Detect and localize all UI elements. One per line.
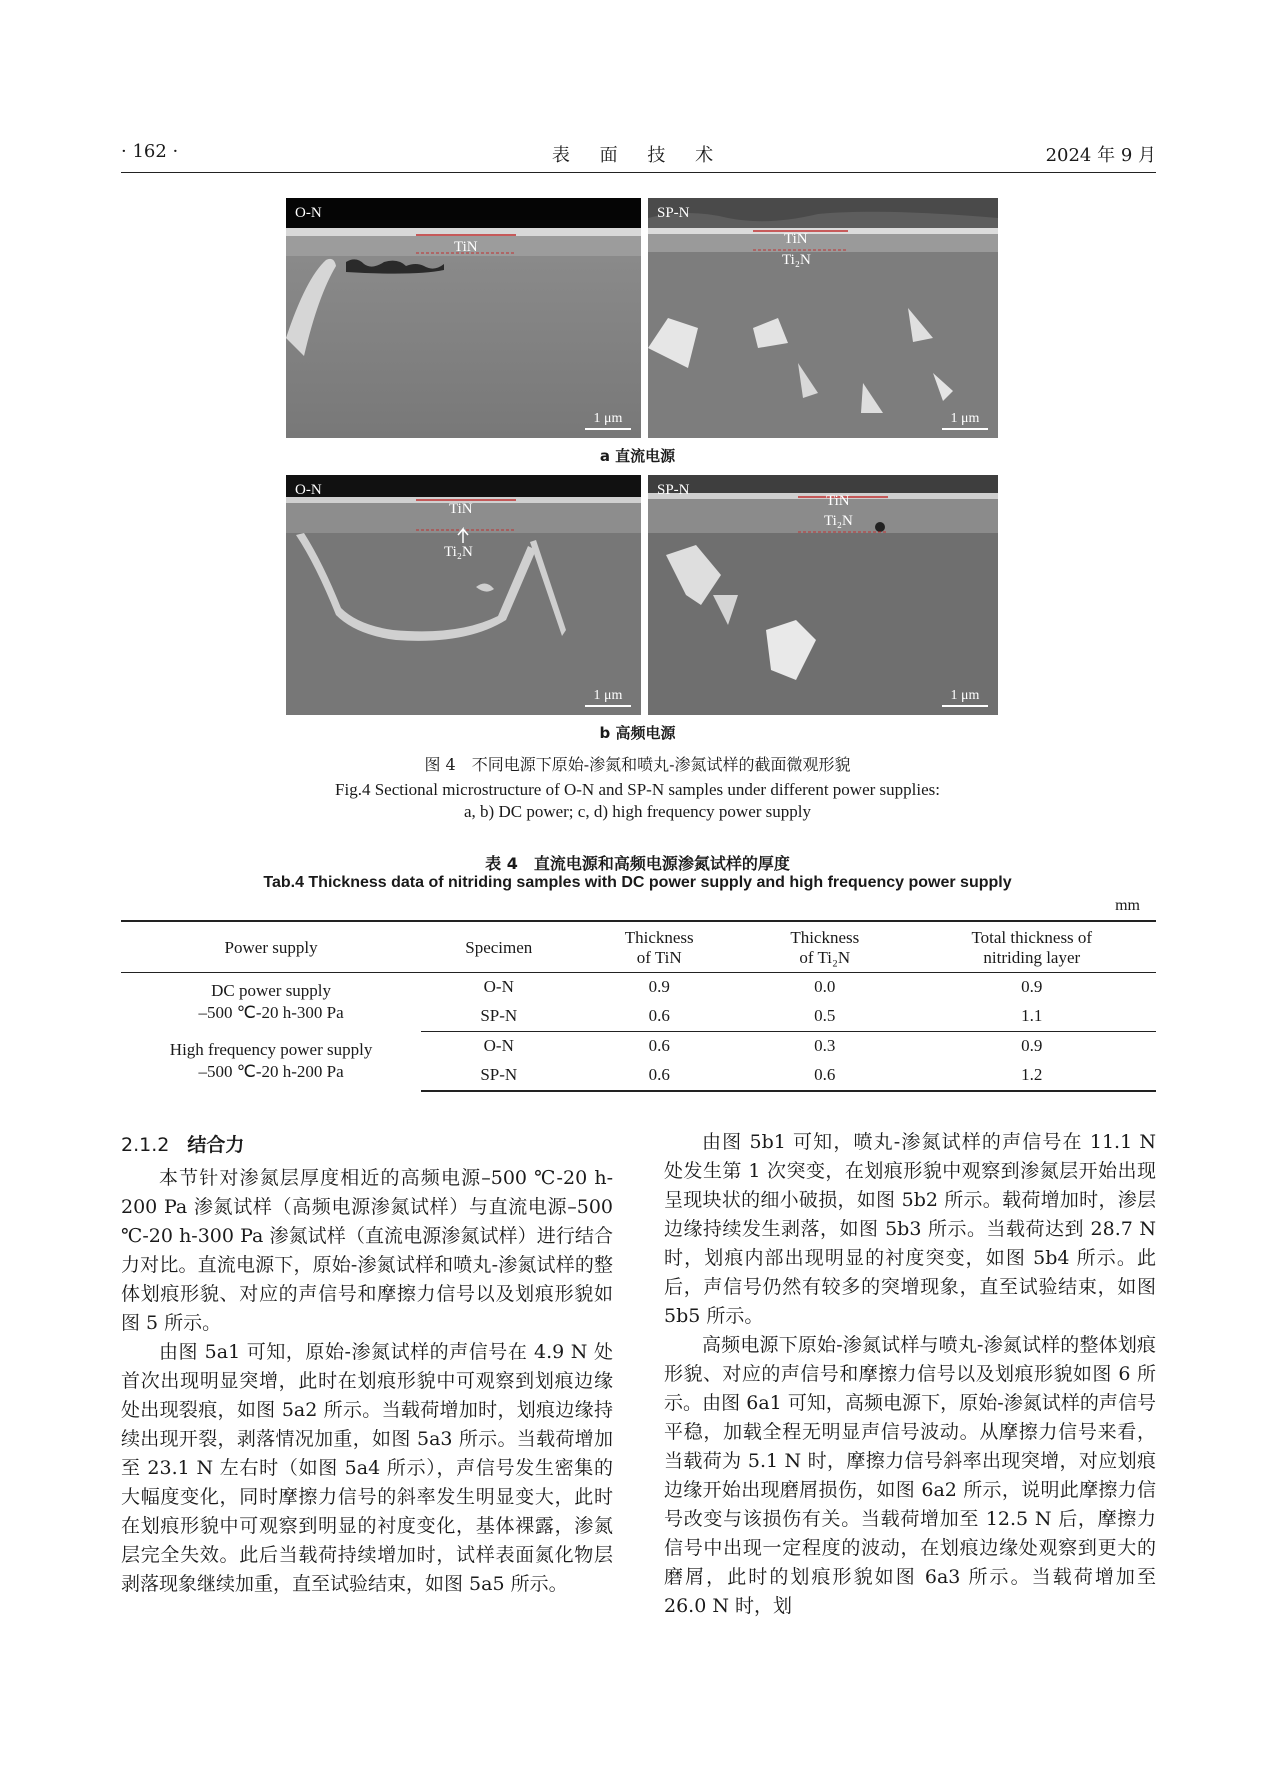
tin-cell: 0.9 <box>648 977 670 996</box>
specimen-tag: O-N <box>295 482 322 498</box>
micrograph-hf-spn-image <box>648 475 998 715</box>
ti2n-cell: 0.3 <box>814 1036 836 1055</box>
specimen-tag: O-N <box>295 205 322 221</box>
table-group-dc <box>121 973 1156 1032</box>
figure-caption-en-line2: a, b) DC power; c, d) high frequency power supply <box>464 802 811 821</box>
scale-bar-label: 1 μm <box>593 411 623 426</box>
header-specimen: Specimen <box>421 921 576 973</box>
layer-label-tin: TiN <box>454 239 478 255</box>
tin-cell: 0.6 <box>648 1036 670 1055</box>
layer-label-tin: TiN <box>826 493 850 509</box>
table-row <box>121 973 1156 1003</box>
scale-bar <box>585 688 631 707</box>
ti2n-cell: 0.5 <box>742 1002 908 1032</box>
specimen-tag: SP-N <box>657 482 690 498</box>
table-caption-cn: 表 4 直流电源和高频电源渗氮试样的厚度 <box>485 854 790 873</box>
journal-name: 表 面 技 术 <box>551 145 726 166</box>
running-header <box>121 141 1156 171</box>
scale-bar <box>942 688 988 707</box>
ti2n-cell: 0.6 <box>742 1061 908 1091</box>
micrograph-dc-on <box>286 198 641 438</box>
subfigure-label-b: b 高频电源 <box>599 724 676 742</box>
micrograph-dc-spn-image <box>648 198 998 438</box>
header-rule <box>121 172 1156 173</box>
scale-bar <box>585 411 631 430</box>
specimen-cell: O-N <box>483 977 514 996</box>
paragraph: 由图 5a1 可知，原始-渗氮试样的声信号在 4.9 N 处首次出现明显突增，此时在划痕形貌中可观察到划痕边缘处出现裂痕，如图 5a2 所示。当载荷增加时，划痕边缘持续出现开裂，剥落情况加重，如图 5a3 所示。当载荷增加至 23.1 N 左右时（如图 5a4 所示），声信号发生密集的大幅度变化，同时摩擦力信号的斜率发生明显变大，此时在划痕形貌中可观察到明显的衬度变化，基体裸露，渗氮层完全失效。此后当载荷持续增加时，试样表面氮化物层剥落现象继续加重，直至试验结束，如图 5a5 所示。 <box>121 1341 613 1595</box>
paragraph: 本节针对渗氮层厚度相近的高频电源–500 ℃-20 h-200 Pa 渗氮试样（高频电源渗氮试样）与直流电源–500 ℃-20 h-300 Pa 渗氮试样（直流电源渗氮试样）进行结合力对比。直流电源下，原始-渗氮试样和喷丸-渗氮试样的整体划痕形貌、对应的声信号和摩擦力信号以及划痕形貌如图 5 所示。 <box>121 1167 613 1334</box>
table-caption-en: Tab.4 Thickness data of nitriding samples with DC power supply and high frequency power supply <box>263 874 1012 891</box>
header-total-thickness: Total thickness of nitriding layer <box>908 921 1156 973</box>
ti2n-cell: 0.0 <box>814 977 836 996</box>
layer-label-ti2n: Ti₂N <box>824 513 853 529</box>
specimen-cell: O-N <box>483 1036 514 1055</box>
power-supply-cell: High frequency power supply –500 ℃-20 h-200 Pa <box>169 1039 373 1081</box>
left-column <box>121 1131 613 1599</box>
table-unit: mm <box>1115 897 1140 914</box>
total-cell: 1.1 <box>908 1002 1156 1032</box>
figure-caption-en-line1: Fig.4 Sectional microstructure of O-N and SP-N samples under different power supplies: <box>335 780 940 799</box>
table-row <box>121 1032 1156 1062</box>
micrograph-hf-spn <box>648 475 998 715</box>
micrograph-dc-on-image <box>286 198 641 438</box>
micrograph-dc-spn <box>648 198 998 438</box>
right-column <box>664 1128 1156 1621</box>
paragraph: 高频电源下原始-渗氮试样与喷丸-渗氮试样的整体划痕形貌、对应的声信号和摩擦力信号以及划痕形貌如图 6 所示。由图 6a1 可知，高频电源下，原始-渗氮试样的声信号平稳，加载全程无明显声信号波动。从摩擦力信号来看，当载荷为 5.1 N 时，摩擦力信号斜率出现突增，对应划痕边缘开始出现磨屑损伤，如图 6a2 所示，说明此摩擦力信号改变与该损伤有关。当载荷增加至 12.5 N 后，摩擦力信号中出现一定程度的波动，在划痕边缘处观察到更大的磨屑，此时的划痕形貌如图 6a3 所示。当载荷增加至 26.0 N 时，划 <box>664 1334 1156 1617</box>
issue-date: 2024 年 9 月 <box>1045 145 1156 166</box>
layer-label-ti2n: Ti₂N <box>782 252 811 268</box>
total-cell: 0.9 <box>1021 1036 1043 1055</box>
header-thickness-ti2n: Thickness of Ti₂N <box>742 921 908 973</box>
power-supply-cell: DC power supply –500 ℃-20 h-300 Pa <box>198 980 344 1022</box>
page-number: · 162 · <box>121 141 179 162</box>
total-cell: 1.2 <box>908 1061 1156 1091</box>
layer-label-tin: TiN <box>784 231 808 247</box>
table-group-hf <box>121 1032 1156 1092</box>
figure-caption-cn: 图 4 不同电源下原始-渗氮和喷丸-渗氮试样的截面微观形貌 <box>424 755 851 774</box>
layer-label-tin: TiN <box>449 501 473 517</box>
table-header-row <box>121 921 1156 973</box>
header-power-supply: Power supply <box>121 921 421 973</box>
tin-cell: 0.6 <box>576 1061 742 1091</box>
subfigure-label-a: a 直流电源 <box>599 447 676 465</box>
total-cell: 0.9 <box>1021 977 1043 996</box>
scale-bar <box>942 411 988 430</box>
thickness-table <box>121 920 1156 1092</box>
specimen-cell: SP-N <box>421 1002 576 1032</box>
specimen-tag: SP-N <box>657 205 690 221</box>
paragraph: 由图 5b1 可知，喷丸-渗氮试样的声信号在 11.1 N 处发生第 1 次突变，在划痕形貌中观察到渗氮层开始出现呈现块状的细小破损，如图 5b2 所示。载荷增加时，渗层边缘持续发生剥落，如图 5b3 所示。当载荷达到 28.7 N 时，划痕内部出现明显的衬度突变，如图 5b4 所示。此后，声信号仍然有较多的突增现象，直至试验结束，如图 5b5 所示。 <box>664 1131 1156 1327</box>
micrograph-hf-on <box>286 475 641 715</box>
tin-cell: 0.6 <box>576 1002 742 1032</box>
scale-bar-label: 1 μm <box>950 688 980 703</box>
scale-bar-label: 1 μm <box>950 411 980 426</box>
header-thickness-tin: Thickness of TiN <box>576 921 742 973</box>
scale-bar-label: 1 μm <box>593 688 623 703</box>
section-heading: 2.1.2 结合力 <box>121 1134 245 1156</box>
specimen-cell: SP-N <box>421 1061 576 1091</box>
layer-label-ti2n: Ti₂N <box>444 544 473 560</box>
